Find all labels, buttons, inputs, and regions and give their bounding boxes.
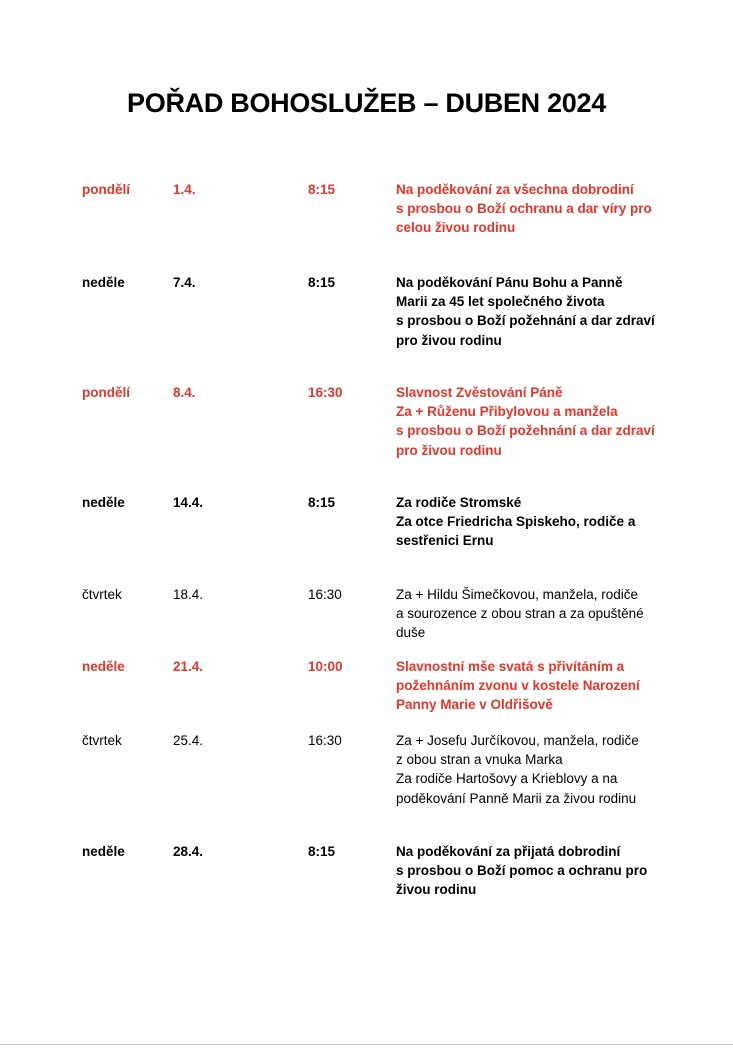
entry-date: 8.4. xyxy=(173,385,196,400)
entry-date: 1.4. xyxy=(173,182,196,197)
intention-line: Za otce Friedricha Spiskeho, rodiče a xyxy=(396,514,636,530)
intention-line: s prosbou o Boží požehnání a dar zdraví xyxy=(396,423,655,439)
intention-line: Za rodiče Hartošovy a Krieblovy a na xyxy=(396,771,618,787)
intention-line: Za rodiče Stromské xyxy=(396,495,522,510)
intention-line: s prosbou o Boží pomoc a ochranu pro xyxy=(396,863,648,879)
entry-day: pondělí xyxy=(82,385,130,400)
intention-line: Za + Růženu Přibylovou a manžela xyxy=(396,404,618,420)
entry-time: 8:15 xyxy=(308,182,336,197)
intention-line: Slavnostní mše svatá s přivítáním a xyxy=(396,659,625,674)
entry-date: 14.4. xyxy=(173,495,204,510)
entry-date: 28.4. xyxy=(173,844,204,859)
entry-intention xyxy=(396,657,640,715)
intention-line: živou rodinu xyxy=(396,882,477,898)
intention-line: požehnáním zvonu v kostele Narození xyxy=(396,678,640,694)
intention-line: Slavnost Zvěstování Páně xyxy=(396,385,563,400)
intention-line: Na poděkování za přijatá dobrodiní xyxy=(396,844,621,859)
intention-line: pro živou rodinu xyxy=(396,332,502,348)
intention-line: Za + Josefu Jurčíkovou, manžela, rodiče xyxy=(396,733,639,748)
entry-intention xyxy=(396,180,652,238)
intention-line: Za + Hildu Šimečkovou, manžela, rodiče xyxy=(396,587,638,602)
entry-intention xyxy=(396,585,644,643)
entry-day: neděle xyxy=(82,844,125,859)
intention-line: s prosbou o Boží požehnání a dar zdraví xyxy=(396,313,655,329)
entry-intention xyxy=(396,273,655,350)
intention-line: poděkování Panně Marii za živou rodinu xyxy=(396,790,637,806)
entry-day: čtvrtek xyxy=(82,733,122,748)
entry-intention xyxy=(396,842,647,900)
entry-intention xyxy=(396,383,655,460)
entry-intention xyxy=(396,493,635,551)
entry-day: neděle xyxy=(82,659,125,674)
intention-line: Na poděkování Pánu Bohu a Panně xyxy=(396,275,623,290)
entry-time: 16:30 xyxy=(308,733,342,748)
entry-time: 10:00 xyxy=(308,659,343,674)
entry-time: 8:15 xyxy=(308,495,336,510)
entry-day: neděle xyxy=(82,275,125,290)
intention-line: z obou stran a vnuka Marka xyxy=(396,752,563,768)
intention-line: Na poděkování za všechna dobrodiní xyxy=(396,182,634,197)
entry-time: 8:15 xyxy=(308,844,336,859)
intention-line: sestřenici Ernu xyxy=(396,533,494,549)
intention-line: Panny Marie v Oldřišově xyxy=(396,697,553,713)
entry-date: 21.4. xyxy=(173,659,204,674)
entry-time: 8:15 xyxy=(308,275,336,290)
entry-date: 7.4. xyxy=(173,275,196,290)
entry-day: neděle xyxy=(82,495,125,510)
intention-line: duše xyxy=(396,625,426,641)
entry-intention xyxy=(396,731,639,808)
entry-day: pondělí xyxy=(82,182,130,197)
entry-day: čtvrtek xyxy=(82,587,122,602)
page-title: POŘAD BOHOSLUŽEB – DUBEN 2024 xyxy=(127,88,606,118)
intention-line: s prosbou o Boží ochranu a dar víry pro xyxy=(396,201,652,217)
entry-time: 16:30 xyxy=(308,587,342,602)
intention-line: a sourozence z obou stran a za opuštěné xyxy=(396,606,644,622)
entry-date: 18.4. xyxy=(173,587,204,602)
entry-time: 16:30 xyxy=(308,385,343,400)
page-bottom-divider xyxy=(0,1044,733,1045)
intention-line: pro živou rodinu xyxy=(396,442,502,458)
intention-line: Marii za 45 let společného života xyxy=(396,294,605,310)
entry-date: 25.4. xyxy=(173,733,204,748)
intention-line: celou živou rodinu xyxy=(396,220,516,236)
